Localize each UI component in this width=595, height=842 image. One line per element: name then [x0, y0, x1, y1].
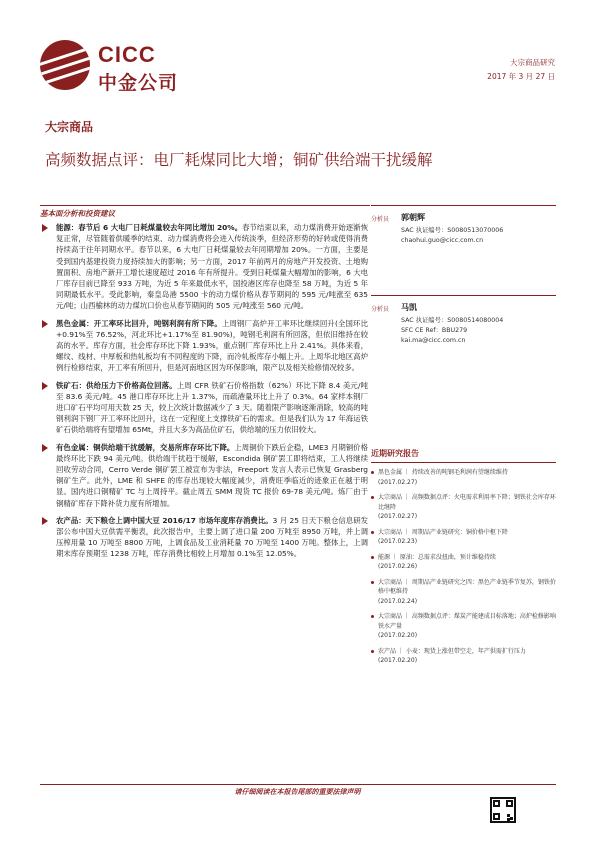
paragraph-nonferrous [40, 442, 368, 509]
paragraph-lead: 能源：春节后 6 大电厂日耗煤量较去年同比增加 20%。 [56, 223, 243, 232]
analyst-sfc: SFC CE Ref：BBU279 [401, 327, 468, 334]
recent-report-item[interactable] [371, 578, 556, 607]
recent-report-item[interactable] [371, 468, 556, 487]
paragraph-iron-ore [40, 380, 368, 436]
paragraph-text: 3 月 25 日天下粮仓信息研发部公布中国大豆供需平衡表，此次报告中，主要上调了进口量 200 万吨至 8950 万吨，并上调压榨用量 10 万吨至 8800 万吨，上调食品及工业消耗量 70 万吨至 1400 万吨。整体上，上调期末库存预期至 1238 万吨，库存消费比相较上月增加 0.1%至 12.05%。 [56, 515, 369, 559]
report-date: (2017.02.23) [378, 538, 418, 545]
recent-report-item[interactable] [371, 647, 556, 666]
analyst-email[interactable]: kai.ma@cicc.com.cn [401, 337, 466, 344]
bullet-dot-icon [371, 471, 374, 474]
report-date: (2017.02.26) [378, 563, 418, 570]
bullet-dot-icon [371, 496, 374, 499]
footer-divider [40, 784, 556, 785]
paragraph-lead: 黑色金属：开工率环比回升，吨钢利润有所下降。 [56, 318, 222, 328]
analyst-panel [371, 205, 556, 385]
analyst-card [371, 295, 556, 385]
report-title: 能源 ｜ 原油：总需求没扭曲，预计维稳持续 [378, 553, 496, 561]
section-divider [40, 205, 370, 206]
report-title: 大宗商品 ｜ 高频数据点评：火电需求利用率下降；钢铁社会库存环比继降 [378, 494, 556, 511]
bullet-dot-icon [371, 650, 374, 653]
report-date: 2017 年 3 月 27 日 [487, 72, 555, 81]
report-date: (2017.02.27) [378, 478, 418, 486]
analyst-label: 分析员 [371, 216, 390, 223]
analyst-name: 郭朝辉 [401, 213, 425, 222]
recent-reports-list [371, 468, 556, 672]
header-meta [487, 56, 555, 84]
bullet-dot-icon [371, 556, 374, 559]
report-title: 大宗商品 ｜ 周期品产业链研究：铜价格中枢下降 [378, 528, 508, 536]
paragraph-text: 上周铜价下跌后企稳，LME3 月期铜价格最终环比下跌 94 美元/吨。供给端干扰趋于缓解，Escondida 铜矿罢工即将结束，工人将继续回收劳动合同，Cerro Verde 铜矿罢工被宣布为非法，Freeport 发言人表示已恢复 Grasberg 铜矿生产。此外，LME 和 SHFE 的库存出现较大幅度减少，消费旺季临近的迹象正在越于明显。国内进口铜精矿 TC 与上周持平。截止周五 SMM 现货 TC 报价 69-78 美元/吨。炼厂由于铜精矿库存下降补货力度有所增加。 [56, 442, 368, 508]
qr-code-icon [490, 797, 516, 823]
recent-reports-title: 近期研究报告 [371, 449, 419, 458]
paragraph-energy [40, 222, 368, 312]
section-tag: 大宗商品 [45, 120, 94, 134]
report-title: 农产品 ｜ 小麦：现货上涨但带空走，年产供需扩行压力 [378, 647, 526, 655]
legal-notice: 请仔细阅读在本报告尾部的重要法律声明 [234, 788, 361, 796]
paragraph-text: 上周 CFR 铁矿石价格指数（62%）环比下降 8.4 美元/吨至 83.6 美元/吨。45 港口库存环比上升 1.37%，而疏港量环比上升了 0.3%。64 家样本钢厂进口矿石平均可用天数 25 天，较上次统计数据减少了 3 天。随着限产影响逐渐消除，较高的吨钢利润下钢厂开工率环比回升，这在一定程度上支撑铁矿石的需求。但是我们认为 17 年海运铁矿石供给端将有望增加 65Mt，并且大多为高品位矿石，供给端的压力依旧较大。 [56, 380, 368, 435]
recent-report-item[interactable] [371, 612, 556, 641]
report-title: 黑色金属 ｜ 持续改善的吨钢毛利润有望继续维持 [378, 469, 508, 476]
recent-report-item[interactable] [371, 493, 556, 522]
analyst-sac: SAC 执证编号：S0080513070006 [401, 227, 504, 234]
recent-report-item[interactable] [371, 553, 556, 572]
sub-heading: 基本面分析和投资建议 [40, 209, 115, 218]
recent-report-item[interactable] [371, 528, 556, 547]
triangle-bullet-icon [42, 320, 48, 328]
logo-text-cn: 中金公司 [98, 72, 179, 94]
bullet-dot-icon [371, 531, 374, 534]
cicc-logo-icon [40, 40, 90, 90]
report-date: (2017.02.24) [378, 597, 418, 605]
paragraph-lead: 农产品：天下粮仓上调中国大豆 2016/17 市场年度库存消费比。 [56, 515, 273, 525]
report-title: 大宗商品 ｜ 高频数据点评：煤炭产能建成目标落地；高炉检修影响铁水产量 [378, 613, 556, 630]
logo-text-en: CICC [98, 42, 156, 67]
analyst-name: 马凯 [401, 303, 417, 312]
report-date: (2017.02.27) [378, 513, 418, 520]
paragraph-agriculture [40, 515, 368, 560]
triangle-bullet-icon [42, 382, 48, 390]
paragraph-lead: 铁矿石：供给压力下价格高位回落。 [56, 380, 177, 390]
report-title: 大宗商品 ｜ 周期品产业链研究之四：黑色产业链季节复苏，钢铁价格中枢维持 [378, 578, 556, 595]
analyst-label: 分析员 [371, 306, 390, 313]
analyst-sac: SAC 执证编号：S0080514080004 [401, 317, 504, 324]
paragraph-ferrous [40, 318, 368, 374]
main-body [40, 222, 368, 566]
bullet-dot-icon [371, 581, 374, 584]
report-type: 大宗商品研究 [510, 58, 555, 67]
analyst-card [371, 205, 556, 295]
recent-reports-divider [371, 462, 556, 463]
triangle-bullet-icon [42, 517, 48, 525]
report-date: (2017.02.20) [378, 657, 418, 664]
triangle-bullet-icon [42, 444, 48, 452]
report-date: (2017.02.20) [378, 632, 418, 639]
paragraph-text: 春节结束以来，动力煤消费开始逐渐恢复正常，尽管随着供暖季的结束、动力煤消费将会进入传统淡季，但经济形势的好转或使得消费持续高于往年同期水平。春节以来，6 大电厂日耗煤量较去年同期增加 20%。一方面，主要是受到国内基建投资力度持续加大的影响；另一方面，2017 年前两月的房地产开发投资、土地购置面积、房地产新开工增长速度超过 2016 年有所提升。受到日耗煤量大幅增加的影响，6 大电厂库存目前已降至 933 万吨，为近 5 年来最低水平，国投港区库存也降至 58 万吨，为近 5 年同期最低水平。受此影响，秦皇岛港 5500 卡的动力煤价格从春节期间的 595 元/吨涨至 635 元/吨；山西榆林的动力煤坑口价也从春节期间的 505 元/吨涨至 560 元/吨。 [56, 223, 368, 311]
triangle-bullet-icon [42, 224, 48, 232]
bullet-dot-icon [371, 615, 374, 618]
paragraph-lead: 有色金属：铜供给端干扰缓解，交易所库存环比下降。 [56, 442, 235, 452]
paragraph-text: 上周钢厂高炉开工率环比继续回升(全国环比+0.91%至 76.52%，河北环比+1.17%至 81.90%)，吨钢毛利润有所回落，但依旧维持在较高的水平。库存方面，社会库存环比下降 1.93%，重点钢厂库存环比上升 2.41%。具体来看，螺纹、线材、中厚板和热轧板均有不同程度的下降，而冷轧板库存小幅上升。上周华北地区高炉例行检修结束，开工率有所回升，但是河南地区因为环保影响，限产以及相关检修情况较多。 [56, 318, 368, 373]
analyst-email[interactable]: chaohui.guo@cicc.com.cn [401, 237, 484, 244]
cicc-logo [40, 40, 200, 100]
page-title: 高频数据点评：电厂耗煤同比大增；铜矿供给端干扰缓解 [45, 151, 433, 169]
